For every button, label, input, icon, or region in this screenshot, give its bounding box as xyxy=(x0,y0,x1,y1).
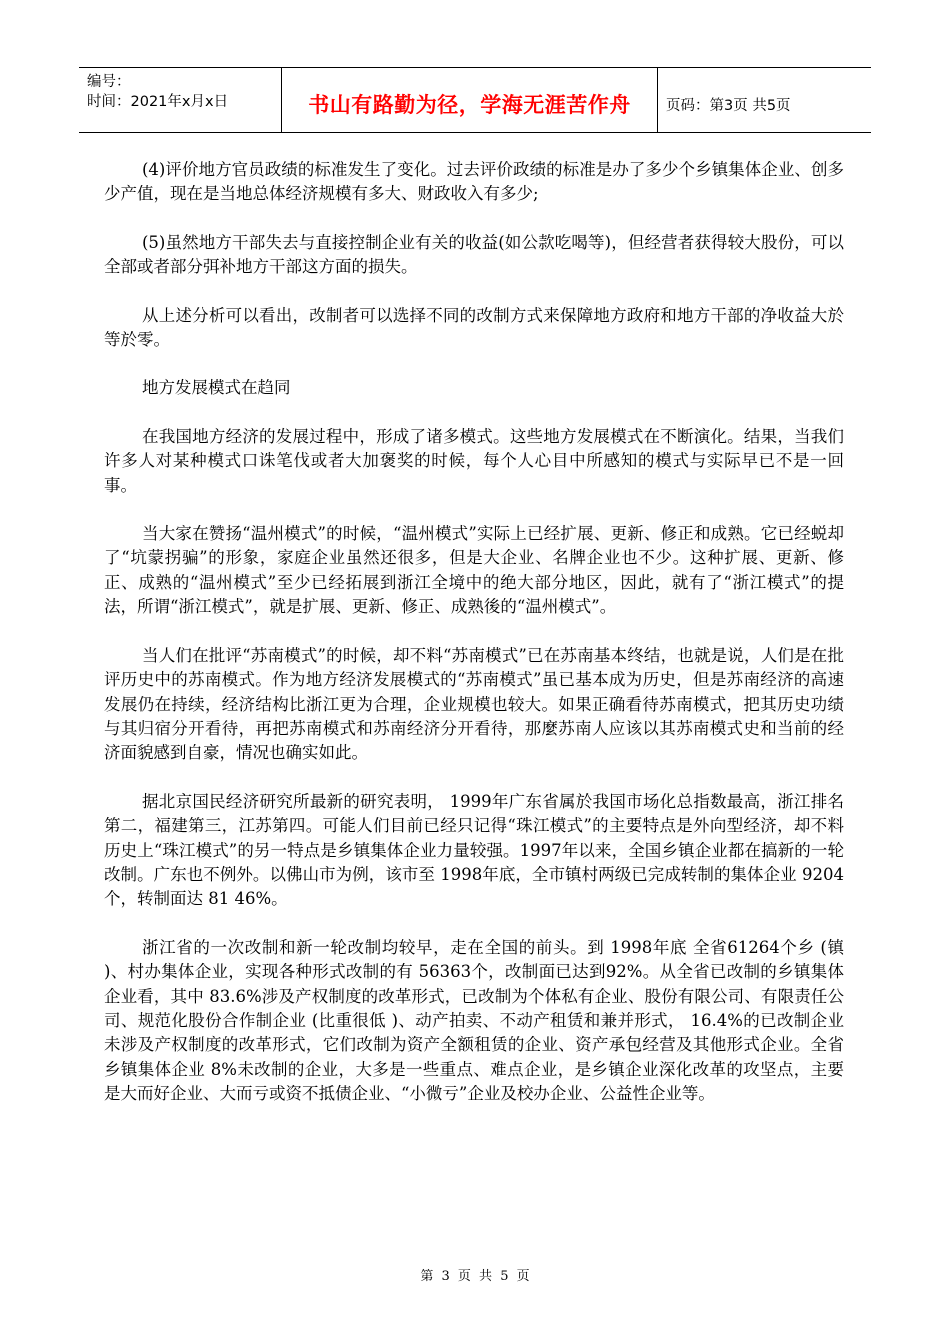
doc-date-label: 时间：2021年x月x日 xyxy=(87,94,229,110)
paragraph: 浙江省的一次改制和新一轮改制均较早，走在全国的前头。到 1998年底 全省61264个乡 (镇 )、村办集体企业，实现各种形式改制的有 56363个，改制面已达到92%。从全省已改制的乡镇集体企业看，其中 83.6%涉及产权制度的改革形式，已改制为个体私有企业、股份有限公司、有限责任公司、规范化股份合作制企业 (比重很低 )、动产拍卖、不动产租赁和兼并形式， 16.4%的已改制企业未涉及产权制度的改革形式，它们改制为资产全额租赁的企业、资产承包经营及其他形式企业。全省乡镇集体企业 8%未改制的企业，大多是一些重点、难点企业，是乡镇企业深化改革的攻坚点，主要是大而好企业、大而亏或资不抵债企业、“小微亏”企业及校办企业、公益性企业等。 xyxy=(104,937,844,1104)
paragraph: (5)虽然地方干部失去与直接控制企业有关的收益(如公款吃喝等)，但经营者获得较大股份，可以全部或者部分弭补地方干部这方面的损失。 xyxy=(104,232,844,277)
paragraph: 当大家在赞扬“温州模式”的时候，“温州模式”实际上已经扩展、更新、修正和成熟。它已经蜕却了“坑蒙拐骗”的形象，家庭企业虽然还很多，但是大企业、名牌企业也不少。这种扩展、更新、修正、成熟的“温州模式”至少已经拓展到浙江全境中的绝大部分地区，因此，就有了“浙江模式”的提法，所谓“浙江模式”，就是扩展、更新、修正、成熟後的“温州模式”。 xyxy=(104,524,844,617)
section-heading: 地方发展模式在趋同 xyxy=(142,378,291,398)
paragraph: 据北京国民经济研究所最新的研究表明， 1999年广东省属於我国市场化总指数最高，浙江排名第二，福建第三，江苏第四。可能人们目前已经只记得“珠江模式”的主要特点是外向型经济，却不料历史上“珠江模式”的另一特点是乡镇集体企业力量较强。1997年以来，全国乡镇企业都在搞新的一轮改制。广东也不例外。以佛山市为例，该市至 1998年底，全市镇村两级已完成转制的集体企业 9204个，转制面达 81 46%。 xyxy=(104,791,844,909)
paragraph: 当人们在批评“苏南模式”的时候，却不料“苏南模式”已在苏南基本终结，也就是说，人们是在批评历史中的苏南模式。作为地方经济发展模式的“苏南模式”虽已基本成为历史，但是苏南经济的高速发展仍在持续，经济结构比浙江更为合理，企业规模也较大。如果正确看待苏南模式，把其历史功绩与其归宿分开看待，再把苏南模式和苏南经济分开看待，那麼苏南人应该以其苏南模式史和当前的经济面貌感到自豪，情况也确实如此。 xyxy=(104,645,844,763)
paragraph: (4)评价地方官员政绩的标准发生了变化。过去评价政绩的标准是办了多少个乡镇集体企业、创多少产值，现在是当地总体经济规模有多大、财政收入有多少; xyxy=(104,160,844,204)
header-motto-cell xyxy=(282,68,658,132)
doc-number-label: 编号： xyxy=(87,74,131,90)
document-header xyxy=(79,67,871,133)
header-motto: 书山有路勤为径，学海无涯苦作舟 xyxy=(308,93,631,117)
paragraph: 在我国地方经济的发展过程中，形成了诸多模式。这些地方发展模式在不断演化。结果，当我们许多人对某种模式口诛笔伐或者大加褒奖的时候，每个人心目中所感知的模式与实际早已不是一回事。 xyxy=(104,426,844,495)
page-footer: 第 3 页 共 5 页 xyxy=(420,1269,530,1284)
header-meta-cell xyxy=(79,68,282,132)
header-page-label: 页码：第3页 共5页 xyxy=(666,97,791,114)
header-page-cell xyxy=(658,68,871,132)
paragraph: 从上述分析可以看出，改制者可以选择不同的改制方式来保障地方政府和地方干部的净收益大於等於零。 xyxy=(104,305,844,350)
document-body xyxy=(104,158,844,1131)
